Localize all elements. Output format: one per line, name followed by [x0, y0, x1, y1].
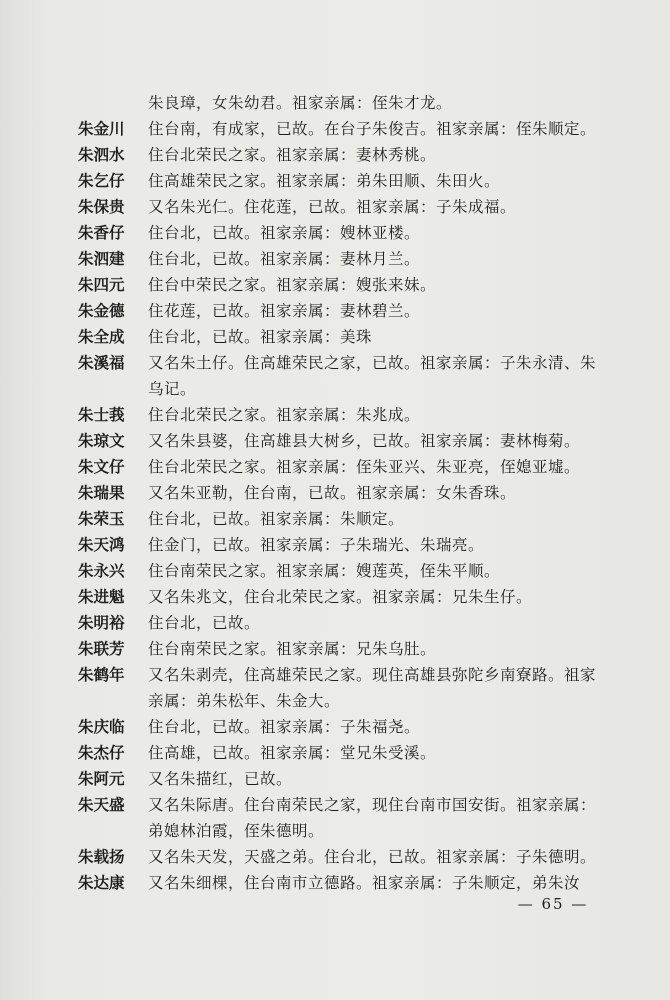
entry-name: 朱香仔 — [78, 224, 125, 242]
entry-row — [78, 662, 603, 714]
entry-text: 又名朱描红，已故。 — [148, 770, 293, 788]
entry-row — [78, 532, 603, 558]
entry-text: 住台北荣民之家。祖家亲属：侄朱亚兴、朱亚亮，侄媳亚墟。 — [148, 458, 581, 476]
entry-name: 朱琼文 — [78, 432, 125, 450]
entry-row — [78, 506, 603, 532]
entry-name: 朱四元 — [78, 276, 125, 294]
entry-row — [78, 402, 603, 428]
entry-text: 住台北，已故。 — [148, 614, 261, 632]
entry-text: 又名朱天发，天盛之弟。住台北，已故。祖家亲属：子朱德明。 — [148, 848, 597, 866]
entry-row — [78, 636, 603, 662]
entry-row — [78, 142, 603, 168]
entry-row — [78, 792, 603, 844]
entry-text: 住台南，有成家，已故。在台子朱俊吉。祖家亲属：侄朱顺定。 — [148, 120, 597, 138]
entry-name: 朱瑞果 — [78, 484, 125, 502]
entry-name: 朱天鸿 — [78, 536, 125, 554]
entry-row — [78, 454, 603, 480]
entry-name: 朱杰仔 — [78, 744, 125, 762]
entry-list — [78, 90, 603, 896]
entry-name: 朱达康 — [78, 874, 125, 892]
entry-name: 朱金川 — [78, 120, 125, 138]
entry-row — [78, 844, 603, 870]
entry-row — [78, 558, 603, 584]
entry-text: 又名朱际唐。住台南荣民之家，现住台南市国安街。祖家亲属：弟媳林泊霞，侄朱德明。 — [148, 796, 597, 840]
entry-text: 住台南荣民之家。祖家亲属：嫂莲英，侄朱平顺。 — [148, 562, 501, 580]
entry-text: 住台北，已故。祖家亲属：子朱福尧。 — [148, 718, 421, 736]
entry-name: 朱荣玉 — [78, 510, 125, 528]
entry-name: 朱阿元 — [78, 770, 125, 788]
entry-text: 住高雄，已故。祖家亲属：堂兄朱受溪。 — [148, 744, 437, 762]
entry-name: 朱士莪 — [78, 406, 125, 424]
entry-text: 又名朱细棵，住台南市立德路。祖家亲属：子朱顺定，弟朱汝 — [148, 874, 581, 892]
entry-text: 住高雄荣民之家。祖家亲属：弟朱田顺、朱田火。 — [148, 172, 501, 190]
entry-name: 朱联芳 — [78, 640, 125, 658]
entry-row — [78, 246, 603, 272]
entry-row — [78, 480, 603, 506]
entry-name: 朱全成 — [78, 328, 125, 346]
page-number: — 65 — — [517, 895, 589, 913]
entry-name: 朱泗建 — [78, 250, 125, 268]
entry-name: 朱明裕 — [78, 614, 125, 632]
entry-name: 朱庆临 — [78, 718, 125, 736]
entry-text: 又名朱兆文，住台北荣民之家。祖家亲属：兄朱生仔。 — [148, 588, 533, 606]
continuation-line — [78, 90, 603, 116]
entry-text: 住台北，已故。祖家亲属：嫂林亚楼。 — [148, 224, 421, 242]
entry-row — [78, 584, 603, 610]
entry-row — [78, 610, 603, 636]
entry-row — [78, 740, 603, 766]
entry-row — [78, 116, 603, 142]
entry-text: 住台南荣民之家。祖家亲属：兄朱乌肚。 — [148, 640, 437, 658]
entry-name: 朱进魁 — [78, 588, 125, 606]
entry-row — [78, 220, 603, 246]
entry-row — [78, 324, 603, 350]
entry-name: 朱乞仔 — [78, 172, 125, 190]
entry-name: 朱保贵 — [78, 198, 125, 216]
entry-text: 又名朱剥壳，住高雄荣民之家。现住高雄县弥陀乡南寮路。祖家亲属：弟朱松年、朱金大。 — [148, 666, 597, 710]
entry-name: 朱天盛 — [78, 796, 125, 814]
entry-name: 朱金德 — [78, 302, 125, 320]
entry-text: 住金门，已故。祖家亲属：子朱瑞光、朱瑞亮。 — [148, 536, 485, 554]
entry-row — [78, 350, 603, 402]
entry-text: 住台北荣民之家。祖家亲属：妻林秀桃。 — [148, 146, 437, 164]
entry-row — [78, 194, 603, 220]
entry-row — [78, 870, 603, 896]
entry-row — [78, 714, 603, 740]
entry-name: 朱文仔 — [78, 458, 125, 476]
entry-text: 住花莲，已故。祖家亲属：妻林碧兰。 — [148, 302, 421, 320]
entry-text: 住台北，已故。祖家亲属：朱顺定。 — [148, 510, 405, 528]
entry-name: 朱鹤年 — [78, 666, 125, 684]
entry-text: 又名朱县婆，住高雄县大树乡，已故。祖家亲属：妻林梅菊。 — [148, 432, 581, 450]
entry-name: 朱永兴 — [78, 562, 125, 580]
entry-name: 朱载扬 — [78, 848, 125, 866]
entry-text: 又名朱亚勒，住台南，已故。祖家亲属：女朱香珠。 — [148, 484, 517, 502]
continuation-text: 朱良璋，女朱幼君。祖家亲属：侄朱才龙。 — [148, 94, 453, 112]
entry-row — [78, 298, 603, 324]
entry-text: 住台北，已故。祖家亲属：妻林月兰。 — [148, 250, 421, 268]
entry-row — [78, 766, 603, 792]
entry-name: 朱溪福 — [78, 354, 125, 372]
entry-text: 又名朱土仔。住高雄荣民之家，已故。祖家亲属：子朱永清、朱乌记。 — [148, 354, 597, 398]
entry-text: 住台中荣民之家。祖家亲属：嫂张来妹。 — [148, 276, 437, 294]
entry-row — [78, 272, 603, 298]
entry-row — [78, 428, 603, 454]
entry-row — [78, 168, 603, 194]
entry-text: 住台北荣民之家。祖家亲属：朱兆成。 — [148, 406, 421, 424]
entry-name: 朱泗水 — [78, 146, 125, 164]
entry-text: 住台北，已故。祖家亲属：美珠 — [148, 328, 373, 346]
entry-text: 又名朱光仁。住花莲，已故。祖家亲属：子朱成福。 — [148, 198, 517, 216]
